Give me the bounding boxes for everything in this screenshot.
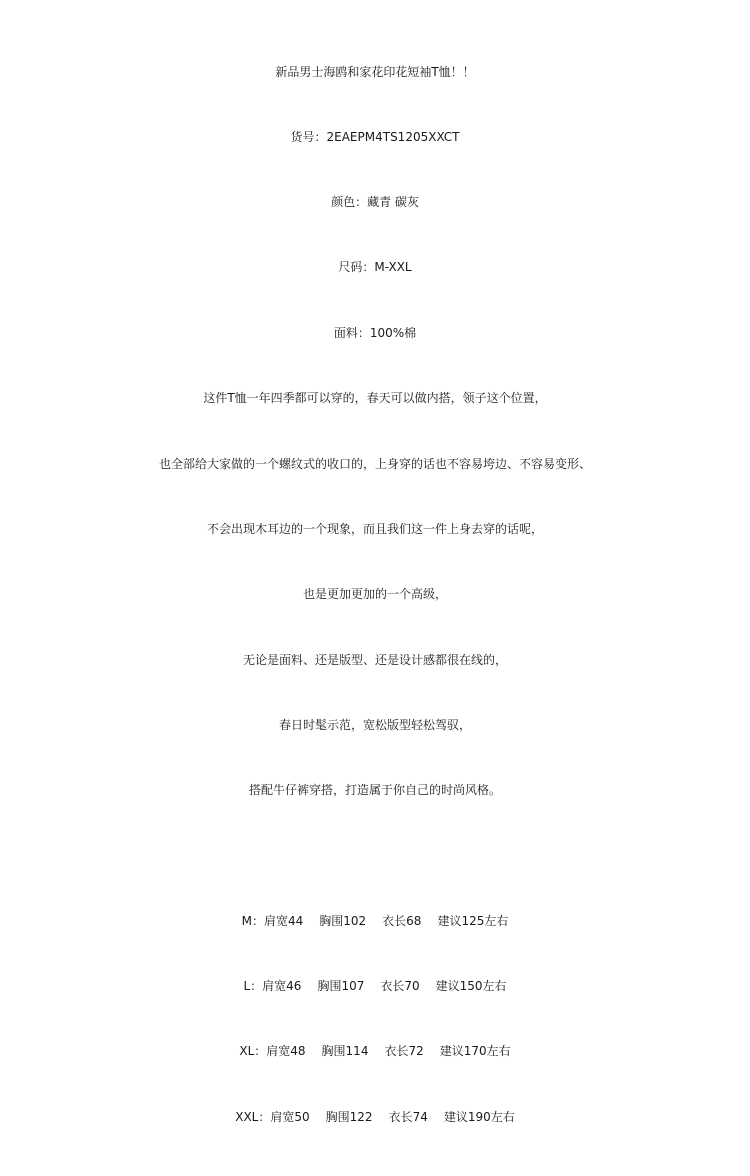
size-label: XL： <box>239 1044 267 1058</box>
size-chart-row <box>0 1039 750 1063</box>
length-value: 衣长72 <box>384 1044 424 1058</box>
description-line: 无论是面料、还是版型、还是设计感都很在线的， <box>242 653 507 667</box>
size-chart-row <box>0 974 750 998</box>
description-line: 也全部给大家做的一个螺纹式的收口的，上身穿的话也不容易垮边、不容易变形、 <box>158 457 591 471</box>
chest-value: 胸围102 <box>319 914 367 928</box>
product-fabric: 面料：100%棉 <box>333 326 417 340</box>
product-sizes: 尺码：M-XXL <box>338 260 412 274</box>
advice-value: 建议125左右 <box>437 914 509 928</box>
advice-value: 建议150左右 <box>435 979 507 993</box>
size-label: L： <box>243 979 263 993</box>
product-sku: 货号：2EAEPM4TS1205XXCT <box>290 130 460 144</box>
description-line: 也是更加更加的一个高级， <box>302 587 447 601</box>
product-colors: 颜色：藏青 碳灰 <box>331 195 419 209</box>
size-chart-row <box>0 1105 750 1129</box>
length-value: 衣长74 <box>388 1110 428 1124</box>
shoulder-value: 肩宽48 <box>266 1044 306 1058</box>
chest-value: 胸围114 <box>321 1044 369 1058</box>
description-line: 不会出现木耳边的一个现象，而且我们这一件上身去穿的话呢， <box>206 522 543 536</box>
advice-value: 建议190左右 <box>443 1110 515 1124</box>
size-label: M： <box>241 914 264 928</box>
length-value: 衣长68 <box>382 914 422 928</box>
size-label: XXL： <box>235 1110 271 1124</box>
description-line: 搭配牛仔裤穿搭，打造属于你自己的时尚风格。 <box>248 783 501 797</box>
shoulder-value: 肩宽46 <box>262 979 302 993</box>
shoulder-value: 肩宽50 <box>270 1110 310 1124</box>
chest-value: 胸围107 <box>317 979 365 993</box>
chest-value: 胸围122 <box>325 1110 373 1124</box>
length-value: 衣长70 <box>380 979 420 993</box>
description-line: 春日时髦示范，宽松版型轻松驾驭， <box>278 718 471 732</box>
shoulder-value: 肩宽44 <box>263 914 304 928</box>
advice-value: 建议170左右 <box>439 1044 511 1058</box>
size-chart-row <box>0 909 750 933</box>
description-line: 这件T恤一年四季都可以穿的，春天可以做内搭，领子这个位置， <box>203 391 547 405</box>
product-title: 新品男士海鸥和家花印花短袖T恤！！ <box>275 65 475 79</box>
